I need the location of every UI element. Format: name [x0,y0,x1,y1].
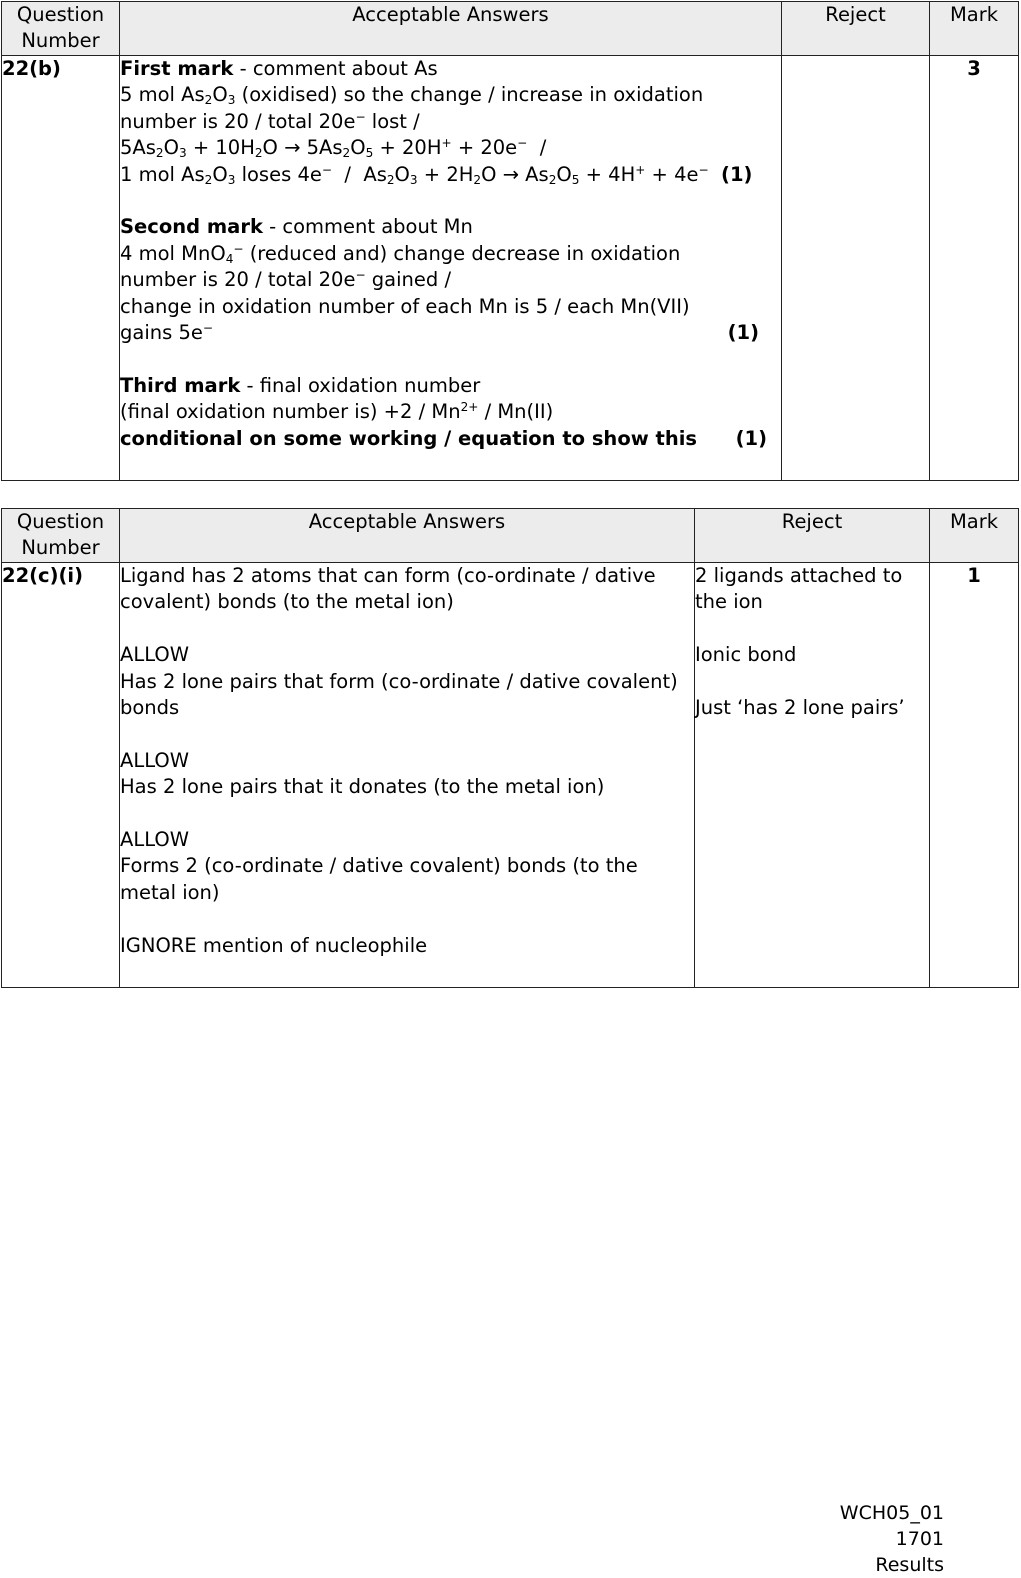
acceptable-answers-cell [120,563,695,988]
reject-line: Just ‘has 2 lone pairs’ [695,696,905,719]
header-question-number: Question Number [2,2,120,56]
answer-line: number is 20 / total 20e− lost / [120,109,420,133]
mark-scheme-table-22ci [1,508,1019,988]
header-reject: Reject [782,2,930,56]
answer-line: Forms 2 (co-ordinate / dative covalent) bonds (to the metal ion) [120,854,638,904]
reject-cell [782,56,930,481]
answer-line: Ligand has 2 atoms that can form (co-ordinate / dative covalent) bonds (to the metal ion) [120,564,656,614]
reject-cell [695,563,930,988]
third-mark-line: Third mark - final oxidation number [120,373,481,397]
equation-line: $5As_2O_3 + 10H_2O \to 5As_2O_5 + 20H^+ + 20e^-$ / [120,135,547,161]
header-reject: Reject [695,509,930,563]
question-number: 22(c)(i) [2,563,120,988]
mark-value: 1 [930,563,1019,988]
equation-line: 1 mol $As_2O_3$ loses $4e^- / As_2O_3 + 2H_2O \to As_2O_5 + 4H^+ + 4e^-$ (1) [120,162,753,187]
answer-line: change in oxidation number of each Mn is 5 / each Mn(VII) [120,294,690,318]
allow-label: ALLOW [120,643,190,667]
answer-line: Has 2 lone pairs that form (co-ordinate / dative covalent) bonds [120,669,678,720]
session-code: 1701 [895,1528,944,1550]
condition-line: conditional on some working / equation to show this (1) [120,426,767,450]
header-mark: Mark [930,509,1019,563]
answer-line: number is 20 / total 20e− gained / [120,267,452,292]
ignore-line: IGNORE mention of nucleophile [120,933,428,957]
answer-line: Has 2 lone pairs that it donates (to the metal ion) [120,775,605,799]
reject-line: 2 ligands attached to the ion [695,564,903,614]
mark-scheme-table-22b [1,1,1019,481]
reject-line: Ionic bond [695,643,797,667]
mark-value: 3 [930,56,1019,481]
allow-label: ALLOW [120,828,190,852]
first-mark-line: First mark - comment about As [120,57,438,80]
answer-line: gains 5e− (1) [120,320,759,345]
header-acceptable-answers: Acceptable Answers [120,509,695,563]
question-number: 22(b) [2,56,120,481]
allow-label: ALLOW [120,748,190,772]
answer-line: (final oxidation number $is) +2 / Mn^{2+} / Mn(II)$ [120,400,554,424]
header-question-number: Question Number [2,509,120,563]
header-acceptable-answers: Acceptable Answers [120,2,782,56]
footer-label: Results [875,1554,944,1576]
answer-line: 4 mol MnO$_4$− (reduced and) change decrease in oxidation [120,241,681,266]
answer-line: 5 mol $As_2O_3$ (oxidised) so the change / increase in oxidation [120,83,704,108]
header-mark: Mark [930,2,1019,56]
second-mark-line: Second mark - comment about Mn [120,215,473,239]
paper-code: WCH05_01 [839,1502,944,1524]
page-footer [840,1500,944,1578]
acceptable-answers-cell [120,56,782,481]
